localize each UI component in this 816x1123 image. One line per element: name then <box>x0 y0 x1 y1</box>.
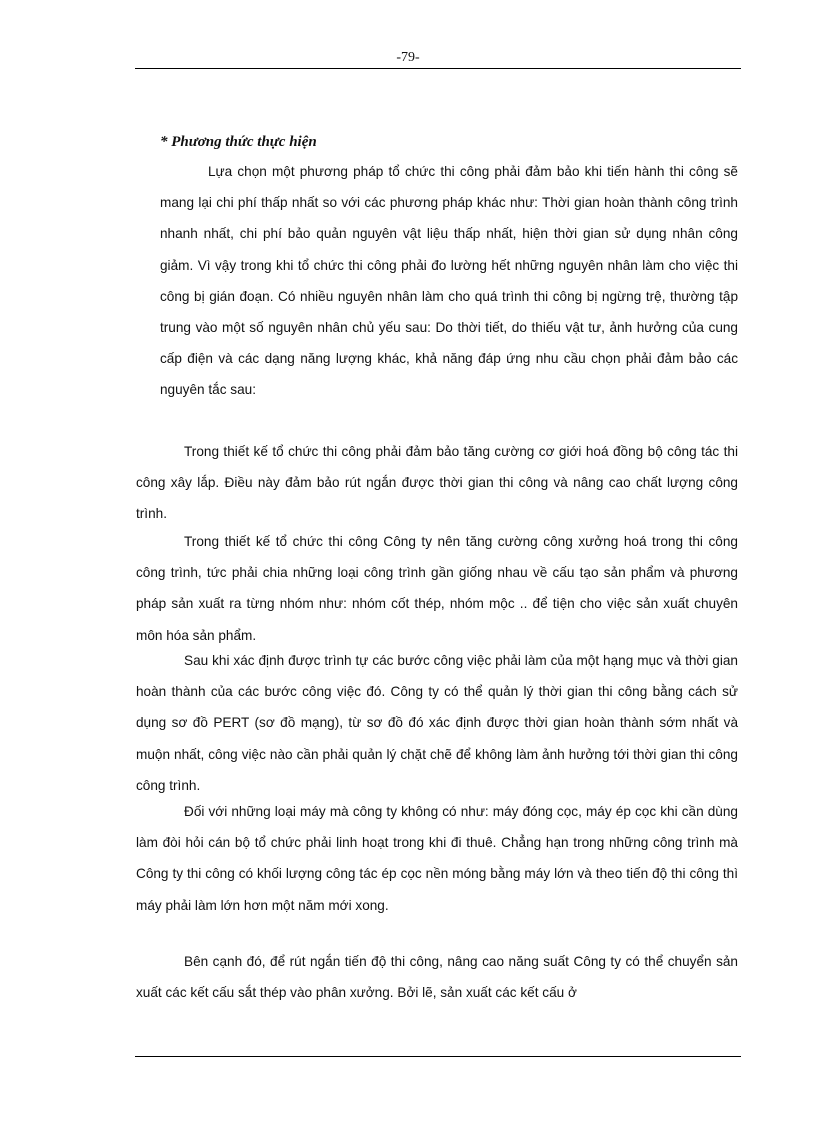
body-paragraph: Bên cạnh đó, để rút ngắn tiến độ thi công, nâng cao năng suất Công ty có thể chuyển sản xuất các kết cấu sắt thép vào phân xưởng. Bởi lẽ, sản xuất các kết cấu ở <box>136 954 738 1001</box>
page-number: -79- <box>396 50 420 65</box>
body-paragraph: Sau khi xác định được trình tự các bước công việc phải làm của một hạng mục và thời gian hoàn thành của các bước công việc đó. Công ty có thể quản lý thời gian thi công bằng cách sử dụng sơ đồ PERT (sơ đồ mạng), từ sơ đồ đó xác định được thời gian hoàn thành sớm nhất và muộn nhất, công việc nào cần phải quản lý chặt chẽ để không làm ảnh hưởng tới thời gian thi công công trình. <box>136 653 738 793</box>
body-paragraph: Đối với những loại máy mà công ty không có như: máy đóng cọc, máy ép cọc khi cần dùng làm đòi hỏi cán bộ tổ chức phải linh hoạt trong khi đi thuê. Chẳng hạn trong những công trình mà Công ty thi công có khối lượng công tác ép cọc nền móng bằng máy lớn và theo tiến độ thi công thì máy phải làm lớn hơn một năm mới xong. <box>136 804 738 913</box>
body-paragraph: Trong thiết kế tổ chức thi công phải đảm bảo tăng cường cơ giới hoá đồng bộ công tác thi công xây lắp. Điều này đảm bảo rút ngắn được thời gian thi công và nâng cao chất lượng công trình. <box>136 444 738 522</box>
header-rule <box>135 68 741 69</box>
intro-paragraph: Lựa chọn một phương pháp tổ chức thi công phải đảm bảo khi tiến hành thi công sẽ mang lại chi phí thấp nhất so với các phương pháp khác như: Thời gian hoàn thành công trình nhanh nhất, chi phí bảo quản nguyên vật liệu thấp nhất, hiện thời gian sử dụng nhân công giảm. Vì vậy trong khi tổ chức thi công phải đo lường hết những nguyên nhân làm cho việc thi công bị gián đoạn. Có nhiều nguyên nhân làm cho quá trình thi công bị ngừng trệ, thường tập trung vào một số nguyên nhân chủ yếu sau: Do thời tiết, do thiếu vật tư, ảnh hưởng của cung cấp điện và các dạng năng lượng khác, khả năng đáp ứng nhu cầu chọn phải đảm bảo các nguyên tắc sau: <box>160 164 738 398</box>
footer-rule <box>135 1056 741 1057</box>
body-paragraph: Trong thiết kế tổ chức thi công Công ty nên tăng cường công xưởng hoá trong thi công công trình, tức phải chia những loại công trình gần giống nhau về cấu tạo sản phẩm và phương pháp sản xuất ra từng nhóm như: nhóm cốt thép, nhóm mộc .. để tiện cho việc sản xuất chuyên môn hóa sản phẩm. <box>136 534 738 643</box>
section-heading: * Phương thức thực hiện <box>160 134 317 150</box>
